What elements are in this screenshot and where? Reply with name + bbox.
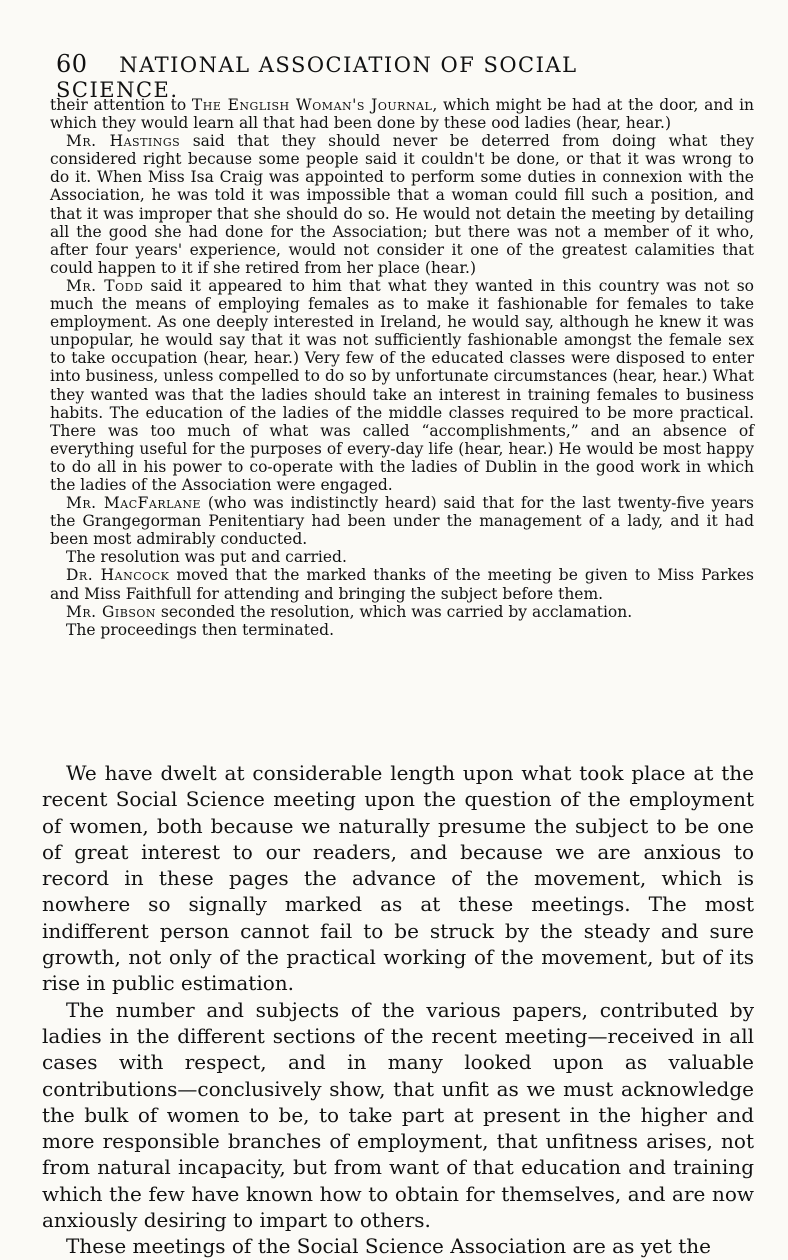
article-paragraph: We have dwelt at considerable length upon what took place at the recent Social Science meeting upon the question of the employment of women, both because we naturally presume the subject to be one of great interest to our readers, and because we are anxious to record in these pages the advance of the movement, which is nowhere so signally marked as at these meetings. The most indifferent person cannot fail to be struck by the steady and sure growth, not only of the practical working of the movement, but of its rise in public estimation. [42, 761, 754, 996]
text: moved that the marked thanks of the meeting be given to Miss Parkes and Miss Faithfull for attending and bringing the subject before them. [50, 566, 754, 603]
proceedings-paragraph [50, 621, 754, 639]
text: , which might be had at the door, and in which they would learn all that had been done by these ood ladies (hear, hear.) [50, 96, 755, 133]
speaker-name: Mr. Gibson [66, 602, 156, 621]
running-title: NATIONAL ASSOCIATION OF SOCIAL SCIENCE. [56, 53, 578, 102]
running-header [56, 50, 696, 102]
text: seconded the resolution, which was carried by acclamation. [156, 602, 633, 621]
text: their attention to [50, 96, 192, 114]
proceedings-paragraph [50, 96, 754, 132]
page-number: 60 [56, 50, 88, 78]
journal-title: The English Woman's Journal [191, 96, 433, 114]
proceedings-paragraph [50, 603, 754, 621]
article-body [42, 760, 754, 1260]
speaker-name: Mr. Todd [66, 276, 144, 295]
speaker-name: Dr. Hancock [66, 566, 170, 585]
proceedings-paragraph [50, 566, 754, 602]
proceedings-paragraph [50, 277, 754, 494]
text: said it appeared to him that what they wanted in this country was not so much the means of employing females as to make it fashionable for females to take employment. As one deeply interested in Ireland, he would say, although he knew it was unpopular, he would say that it was not sufficiently fashionable amongst the female sex to take occupation (hear, hear.) Very few of the educated classes were disposed to enter into business, unless compelled to do so by unfortunate circumstances (hear, hear.) What they wanted was that the ladies should take an interest in training females to business habits. The education of the ladies of the middle classes required to be more practical. There was too much of what was called “accomplishments,” and an absence of everything useful for the purposes of every-day life (hear, hear.) He would be most happy to do all in his power to co-operate with the ladies of Dublin in the good work in which the ladies of the Association were engaged. [50, 276, 754, 494]
proceedings-paragraph [50, 548, 754, 566]
article-paragraph: The number and subjects of the various papers, contributed by ladies in the different sections of the recent meeting—received in all cases with respect, and in many looked upon as valuable contributions—conclusively show, that unfit as we must acknowledge the bulk of women to be, to take part at present in the higher and more responsible branches of employment, that unfitness arises, not from natural incapacity, but from want of that education and training which the few have known how to obtain for themselves, and are now anxiously desiring to impart to others. [42, 997, 754, 1233]
proceedings-paragraph [50, 494, 754, 548]
proceedings-report [50, 96, 754, 639]
article-paragraph: These meetings of the Social Science Association are as yet the [66, 1234, 711, 1259]
proceedings-paragraph [50, 132, 754, 277]
speaker-name: Mr. MacFarlane [66, 494, 202, 513]
text: The resolution was put and carried. [66, 548, 347, 567]
text: (who was indistinctly heard) said that for the last twenty-five years the Grangegorman Penitentiary had been under the management of a lady, and it had been most admirably conducted. [50, 494, 755, 549]
speaker-name: Mr. Hastings [66, 132, 181, 151]
text: said that they should never be deterred from doing what they considered right because some people said it couldn't be done, or that it was wrong to do it. When Miss Isa Craig was appointed to perform some duties in connexion with the Association, he was told it was impossible that a woman could fill such a position, and that it was improper that she should do so. He would not detain the meeting by detailing all the good she had done for the Association; but there was not a member of it who, after four years' experience, would not consider it one of the greatest calamities that could happen to it if she retired from her place (hear.) [50, 132, 754, 277]
text: The proceedings then terminated. [66, 620, 335, 639]
